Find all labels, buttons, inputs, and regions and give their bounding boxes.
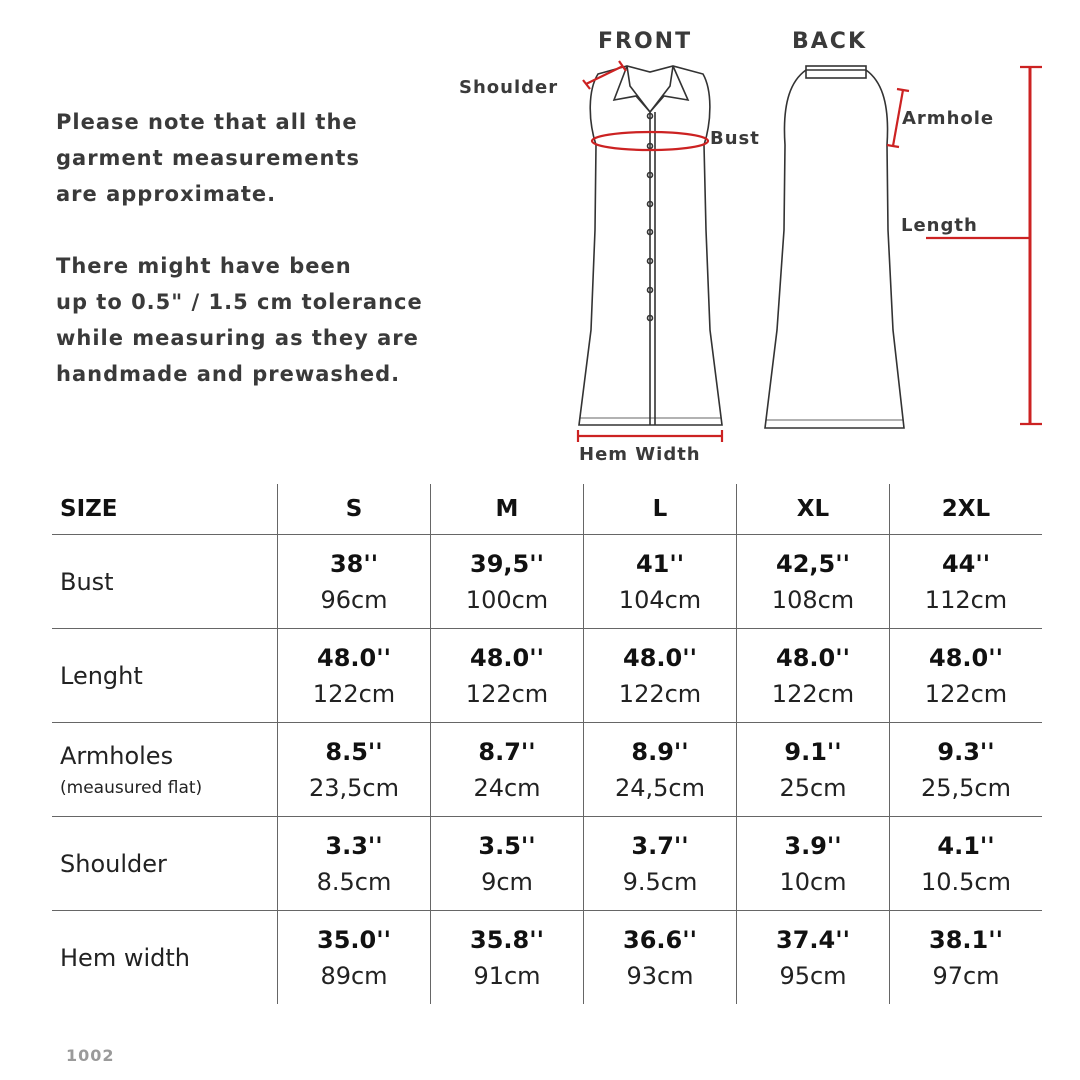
table-row-shoulder bbox=[52, 817, 1042, 911]
back-title: BACK bbox=[792, 29, 867, 54]
size-header: SIZE bbox=[60, 496, 118, 522]
row-label bbox=[52, 911, 278, 1005]
size-column-header: XL bbox=[737, 484, 890, 535]
size-column-header: M bbox=[431, 484, 584, 535]
table-cell bbox=[890, 535, 1043, 629]
size-column-header: S bbox=[278, 484, 431, 535]
row-label-text: Bust bbox=[60, 567, 114, 596]
table-cell bbox=[584, 723, 737, 817]
hem-width-label: Hem Width bbox=[579, 444, 701, 465]
cm-value: 10.5cm bbox=[920, 867, 1011, 896]
table-cell bbox=[278, 911, 431, 1005]
table-row-armholes bbox=[52, 723, 1042, 817]
table-cell bbox=[890, 629, 1043, 723]
inch-value: 44'' bbox=[941, 549, 991, 578]
size-chart-table bbox=[52, 484, 1042, 1004]
inch-value: 35.0'' bbox=[317, 925, 391, 954]
inch-value: 48.0'' bbox=[623, 643, 697, 672]
table-cell bbox=[737, 723, 890, 817]
front-title: FRONT bbox=[598, 29, 693, 54]
inch-value: 9.3'' bbox=[937, 737, 995, 766]
inch-value: 41'' bbox=[635, 549, 685, 578]
cm-value: 8.5cm bbox=[316, 867, 392, 896]
shoulder-marker bbox=[586, 66, 623, 84]
size-column-header: 2XL bbox=[890, 484, 1043, 535]
table-cell bbox=[278, 817, 431, 911]
row-label-text: Lenght bbox=[60, 661, 143, 690]
row-label bbox=[52, 535, 278, 629]
cm-value: 95cm bbox=[779, 961, 847, 990]
cm-value: 24cm bbox=[473, 773, 541, 802]
table-cell bbox=[737, 911, 890, 1005]
table-cell bbox=[584, 535, 737, 629]
cm-value: 23,5cm bbox=[308, 773, 399, 802]
inch-value: 48.0'' bbox=[317, 643, 391, 672]
length-label: Length bbox=[901, 215, 978, 236]
inch-value: 8.7'' bbox=[478, 737, 536, 766]
table-cell bbox=[278, 535, 431, 629]
back-dress-drawing bbox=[765, 66, 904, 428]
cm-value: 122cm bbox=[312, 679, 396, 708]
inch-value: 4.1'' bbox=[937, 831, 995, 860]
inch-value: 8.5'' bbox=[325, 737, 383, 766]
cm-value: 9cm bbox=[481, 867, 533, 896]
row-label bbox=[52, 817, 278, 911]
cm-value: 93cm bbox=[626, 961, 694, 990]
note-line: handmade and prewashed. bbox=[56, 362, 401, 386]
inch-value: 48.0'' bbox=[470, 643, 544, 672]
inch-value: 48.0'' bbox=[929, 643, 1003, 672]
row-label-text: Shoulder bbox=[60, 849, 167, 878]
inch-value: 3.5'' bbox=[478, 831, 536, 860]
row-label bbox=[52, 723, 278, 817]
row-label-text: Armholes bbox=[60, 741, 174, 770]
cm-value: 108cm bbox=[771, 585, 855, 614]
table-cell bbox=[278, 629, 431, 723]
cm-value: 100cm bbox=[465, 585, 549, 614]
bust-label: Bust bbox=[710, 128, 760, 149]
product-code: 1002 bbox=[66, 1046, 115, 1065]
table-cell bbox=[584, 629, 737, 723]
table-cell bbox=[890, 911, 1043, 1005]
cm-value: 122cm bbox=[465, 679, 549, 708]
cm-value: 112cm bbox=[924, 585, 1008, 614]
note-line: are approximate. bbox=[56, 182, 277, 206]
front-dress-drawing bbox=[579, 66, 722, 425]
table-cell bbox=[431, 723, 584, 817]
table-cell bbox=[431, 911, 584, 1005]
size-column-header: L bbox=[584, 484, 737, 535]
note-line: up to 0.5" / 1.5 cm tolerance bbox=[56, 290, 423, 314]
cm-value: 24,5cm bbox=[614, 773, 705, 802]
inch-value: 48.0'' bbox=[776, 643, 850, 672]
cm-value: 25,5cm bbox=[920, 773, 1011, 802]
cm-value: 122cm bbox=[771, 679, 855, 708]
inch-value: 3.9'' bbox=[784, 831, 842, 860]
row-sublabel: (meausured flat) bbox=[60, 777, 203, 798]
table-cell bbox=[431, 535, 584, 629]
row-label-text: Hem width bbox=[60, 943, 190, 972]
inch-value: 35.8'' bbox=[470, 925, 544, 954]
cm-value: 9.5cm bbox=[622, 867, 698, 896]
armhole-label: Armhole bbox=[902, 108, 995, 129]
note-line: garment measurements bbox=[56, 146, 360, 170]
note-line: while measuring as they are bbox=[56, 326, 419, 350]
shoulder-label: Shoulder bbox=[459, 77, 559, 98]
table-cell bbox=[890, 723, 1043, 817]
cm-value: 122cm bbox=[924, 679, 1008, 708]
table-cell bbox=[737, 629, 890, 723]
cm-value: 25cm bbox=[779, 773, 847, 802]
row-label bbox=[52, 629, 278, 723]
cm-value: 89cm bbox=[320, 961, 388, 990]
table-cell bbox=[431, 817, 584, 911]
cm-value: 122cm bbox=[618, 679, 702, 708]
table-cell bbox=[278, 723, 431, 817]
inch-value: 38.1'' bbox=[929, 925, 1003, 954]
inch-value: 9.1'' bbox=[784, 737, 842, 766]
cm-value: 97cm bbox=[932, 961, 1000, 990]
inch-value: 38'' bbox=[329, 549, 379, 578]
table-cell bbox=[737, 817, 890, 911]
table-cell bbox=[431, 629, 584, 723]
table-row-hem-width bbox=[52, 911, 1042, 1005]
table-cell bbox=[584, 817, 737, 911]
inch-value: 36.6'' bbox=[623, 925, 697, 954]
table-header-row bbox=[52, 484, 1042, 535]
inch-value: 39,5'' bbox=[470, 549, 544, 578]
note-line: There might have been bbox=[56, 254, 352, 278]
inch-value: 37.4'' bbox=[776, 925, 850, 954]
garment-diagram bbox=[0, 0, 1080, 480]
table-cell bbox=[890, 817, 1043, 911]
note-line: Please note that all the bbox=[56, 110, 358, 134]
cm-value: 91cm bbox=[473, 961, 541, 990]
table-cell bbox=[584, 911, 737, 1005]
table-row-bust bbox=[52, 535, 1042, 629]
cm-value: 96cm bbox=[320, 585, 388, 614]
table-row-length bbox=[52, 629, 1042, 723]
inch-value: 3.3'' bbox=[325, 831, 383, 860]
inch-value: 8.9'' bbox=[631, 737, 689, 766]
table-cell bbox=[737, 535, 890, 629]
inch-value: 3.7'' bbox=[631, 831, 689, 860]
inch-value: 42,5'' bbox=[776, 549, 850, 578]
cm-value: 10cm bbox=[779, 867, 847, 896]
cm-value: 104cm bbox=[618, 585, 702, 614]
